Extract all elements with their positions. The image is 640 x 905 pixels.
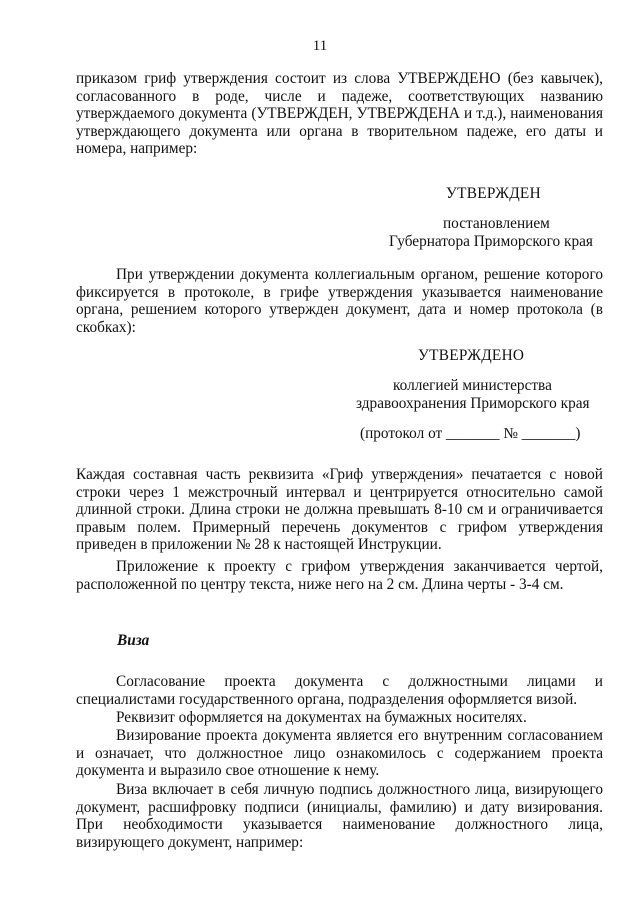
stamp2-line2: здравоохранения Приморского края [356, 395, 590, 412]
section-heading-viza: Виза [117, 632, 150, 649]
stamp1-line1: постановлением [443, 215, 550, 232]
paragraph-approval-stamp-composition: приказом гриф утверждения состоит из слова УТВЕРЖДЕНО (без кавычек), согласованного в роде, числе и падеже, соответствующих названию утверждаемого документа (УТВЕРЖДЕН, УТВЕРЖДЕНА и т.д.), наименования утверждающего документа или органа в творительном падеже, его даты и номера, например: [76, 70, 603, 158]
stamp2-title: УТВЕРЖДЕНО [418, 347, 525, 364]
paragraph-viza-contents: Виза включает в себя личную подпись должностного лица, визирующего документ, расшифровку подписи (инициалы, фамилию) и дату визирования. При необходимости указывается наименование должностного лица, визирующего документ, например: [76, 781, 603, 851]
paragraph-collegial-approval: При утверждении документа коллегиальным органом, решение которого фиксируется в протоколе, в грифе утверждения указывается наименование органа, решением которого утвержден документ, дата и номер протокола (в скобках): [76, 266, 603, 336]
stamp1-line2: Губернатора Приморского края [389, 233, 593, 250]
paragraph-viza-internal-approval: Визирование проекта документа является его внутренним согласованием и означает, что должностное лицо ознакомилось с содержанием проекта документа и выразило свое отношение к нему. [76, 727, 603, 780]
stamp2-protocol-line: (протокол от _______ № _______) [360, 425, 581, 442]
paragraph-viza-definition: Согласование проекта документа с должностными лицами и специалистами государственного органа, подразделения оформляется визой. [76, 673, 603, 708]
page-number: 11 [312, 38, 328, 54]
paragraph-stamp-formatting: Каждая составная часть реквизита «Гриф утверждения» печатается с новой строки через 1 межстрочный интервал и центрируется относительно самой длинной строки. Длина строки не должна превышать 8-10 см и ограничивается правым полем. Примерный перечень документов с грифом утверждения приведен в приложении № 28 к настоящей Инструкции. [76, 466, 603, 554]
paragraph-attachment-line: Приложение к проекту с грифом утверждения заканчивается чертой, расположенной по центру текста, ниже него на 2 см. Длина черты - 3-4 см. [76, 558, 603, 593]
stamp1-title: УТВЕРЖДЕН [446, 185, 541, 202]
paragraph-viza-paper-media: Реквизит оформляется на документах на бумажных носителях. [116, 709, 527, 726]
stamp2-line1: коллегией министерства [393, 377, 552, 394]
